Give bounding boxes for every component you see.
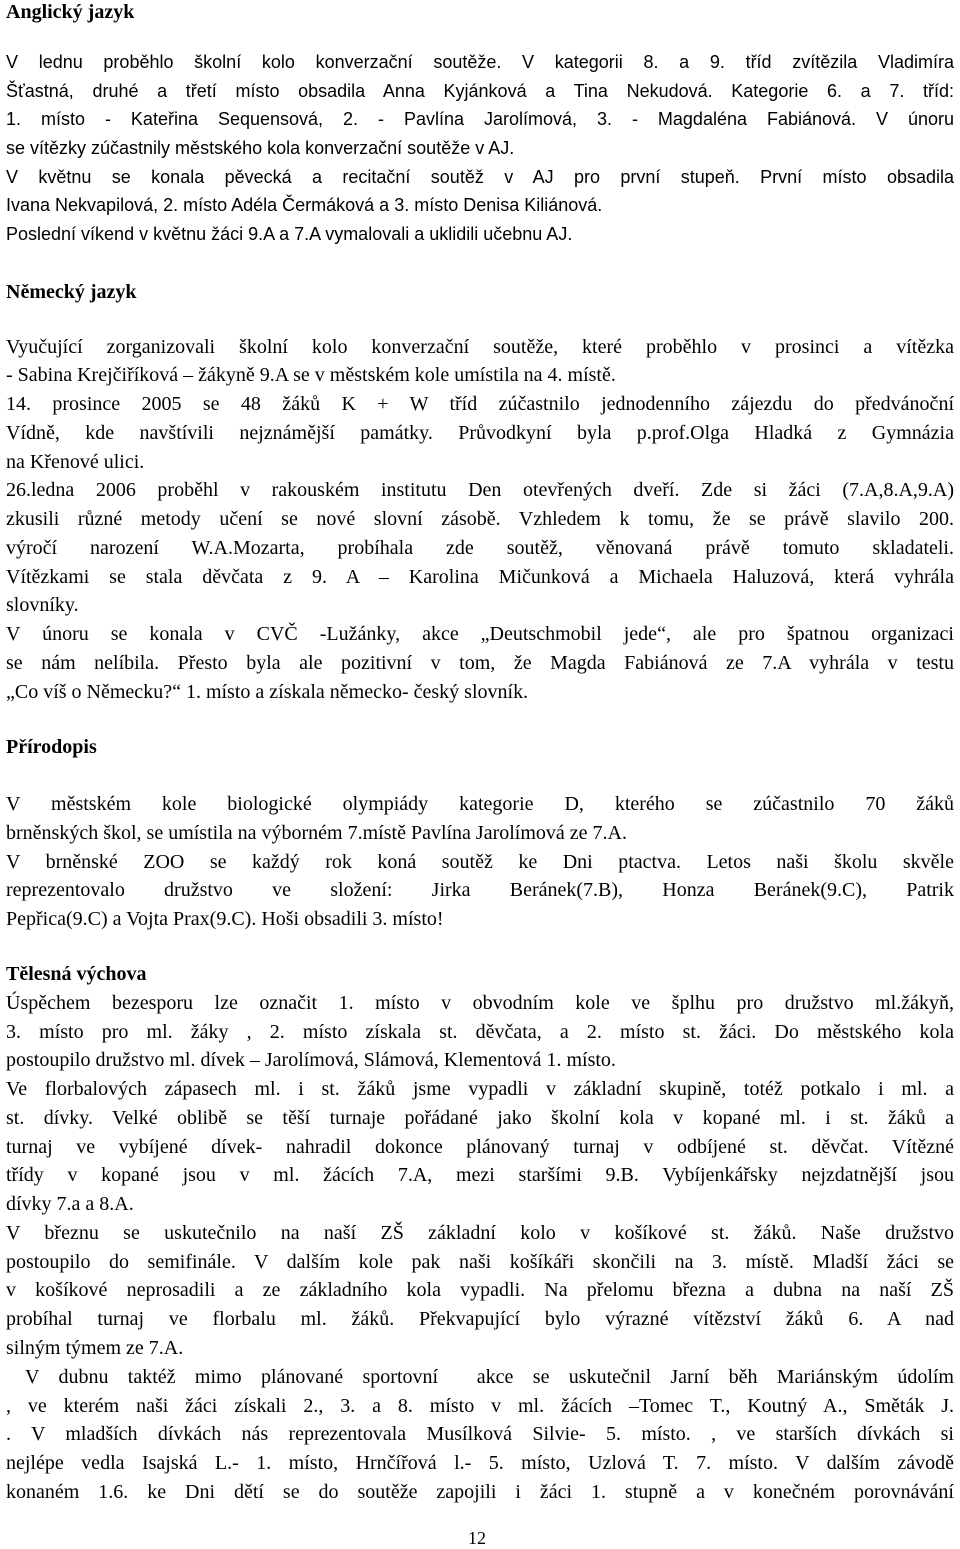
paragraph-line: zkusili různé metody učení se nové slovní zásobě. Vzhledem k tomu, že se právě slavilo 200. [6,508,954,530]
paragraph-line: se vítězky zúčastnily městského kola konverzační soutěže v AJ. [6,138,515,158]
section-heading-telesna: Tělesná výchova [6,963,147,985]
paragraph-line: V květnu se konala pěvecká a recitační soutěž v AJ pro první stupeň. První místo obsadila [6,167,954,187]
paragraph-line: Ve florbalových zápasech ml. i st. žáků jsme vypadli v základní skupině, totéž potkalo i ml. a [6,1078,954,1100]
page-number: 12 [468,1528,486,1548]
paragraph-line: Vídně, kde navštívili nejznámější památky. Průvodkyní byla p.prof.Olga Hladká z Gymnázia [6,422,954,444]
paragraph-line: turnaj ve vybíjené dívek- nahradil dokonce plánovaný turnaj v odbíjené st. děvčat. Vítězné [6,1136,954,1158]
paragraph-line: „Co víš o Německu?“ 1. místo a získala německo- český slovník. [6,681,529,703]
paragraph-line: výročí narození W.A.Mozarta, probíhala zde soutěž, věnovaná právě tomuto skladateli. [6,537,954,559]
paragraph-line: nejlépe vedla Isajská L.- 1. místo, Hrnčířová l.- 5. místo, Uzlová T. 7. místo. V dalším závodě [6,1452,954,1474]
paragraph-line: silným týmem ze 7.A. [6,1337,184,1359]
paragraph-line: V dubnu taktéž mimo plánované sportovní akce se uskutečnil Jarní běh Mariánským údolím [6,1366,954,1388]
paragraph-line: V městském kole biologické olympiády kategorie D, kterého se zúčastnilo 70 žáků [6,793,954,815]
paragraph-line: Šťastná, druhé a třetí místo obsadila Anna Kyjánková a Tina Nekudová. Kategorie 6. a 7. tříd: [6,81,954,101]
paragraph-line: st. dívky. Velké oblibě se těší turnaje pořádané jako školní kola v kopané ml. i st. žáků a [6,1107,954,1129]
paragraph-line: Poslední víkend v květnu žáci 9.A a 7.A vymalovali a uklidili učebnu AJ. [6,224,573,244]
paragraph-line: dívky 7.a a 8.A. [6,1193,134,1215]
paragraph-line: - Sabina Krejčiříková – žákyně 9.A se v městském kole umístila na 4. místě. [6,364,616,386]
paragraph-line: probíhal turnaj ve florbalu ml. žáků. Překvapující bylo výrazné vítězství žáků 6. A nad [6,1308,954,1330]
paragraph-line: 26.ledna 2006 proběhl v rakouském institutu Den otevřených dveří. Zde si žáci (7.A,8.A,9.A) [6,479,954,501]
paragraph-line: Vítězkami se stala děvčata z 9. A – Karolina Mičunková a Michaela Haluzová, která vyhrála [6,566,954,588]
section-heading-anglicky: Anglický jazyk [6,1,135,23]
paragraph-line: Úspěchem bezesporu lze označit 1. místo v obvodním kole ve šplhu pro družstvo ml.žákyň, [6,992,954,1014]
section-heading-prirodopis: Přírodopis [6,736,97,758]
paragraph-line: slovníky. [6,594,79,616]
section-heading-nemecky: Německý jazyk [6,281,137,303]
paragraph-line: . V mladších dívkách nás reprezentovala Musílková Silvie- 5. místo. , ve starších dívkách si [6,1423,954,1445]
paragraph-line: , ve kterém naši žáci získali 2., 3. a 8. místo v ml. žácích –Tomec T., Koutný A., Směták J. [6,1395,954,1417]
paragraph-line: V lednu proběhlo školní kolo konverzační soutěže. V kategorii 8. a 9. tříd zvítězila Vladimíra [6,52,954,72]
paragraph-line: Ivana Nekvapilová, 2. místo Adéla Čermáková a 3. místo Denisa Kiliánová. [6,195,603,215]
paragraph-line: postoupilo do semifinále. V dalším kole pak naši košíkáři skončili na 3. místě. Mladší žáci se [6,1251,954,1273]
paragraph-line: se nám nelíbila. Přesto byla ale pozitivní v tom, že Magda Fabiánová ze 7.A vyhrála v testu [6,652,954,674]
paragraph-line: 14. prosince 2005 se 48 žáků K + W tříd zúčastnilo jednodenního zájezdu do předvánoční [6,393,954,415]
paragraph-line: V brněnské ZOO se každý rok koná soutěž ke Dni ptactva. Letos naši školu skvěle [6,851,954,873]
paragraph-line: brněnských škol, se umístila na výborném 7.místě Pavlína Jarolímová ze 7.A. [6,822,627,844]
paragraph-line: na Křenové ulici. [6,451,145,473]
paragraph-line: V únoru se konala v CVČ -Lužánky, akce „Deutschmobil jede“, ale pro špatnou organizaci [6,623,954,645]
paragraph-line: postoupilo družstvo ml. dívek – Jarolímová, Slámová, Klementová 1. místo. [6,1049,616,1071]
paragraph-line: 3. místo pro ml. žáky , 2. místo získala st. děvčata, a 2. místo st. žáci. Do městského kola [6,1021,954,1043]
paragraph-line: V březnu se uskutečnilo na naší ZŠ základní kolo v košíkové st. žáků. Naše družstvo [6,1222,954,1244]
paragraph-line: v košíkové neprosadili a ze základního kola vypadli. Na přelomu března a dubna na naší ZŠ [6,1279,954,1301]
paragraph-line: 1. místo - Kateřina Sequensová, 2. - Pavlína Jarolímová, 3. - Magdaléna Fabiánová. V únoru [6,109,954,129]
paragraph-line: třídy v kopané jsou v ml. žácích 7.A, mezi staršími 9.B. Vybíjenkářsky nejzdatnější jsou [6,1164,954,1186]
paragraph-line: reprezentovalo družstvo ve složení: Jirka Beránek(7.B), Honza Beránek(9.C), Patrik [6,879,954,901]
paragraph-line: konaném 1.6. ke Dni dětí se do soutěže zapojili i žáci 1. stupně a v konečném porovnávání [6,1481,954,1503]
paragraph-line: Vyučující zorganizovali školní kolo konverzační soutěže, které proběhlo v prosinci a vítězka [6,336,954,358]
paragraph-line: Pepřica(9.C) a Vojta Prax(9.C). Hoši obsadili 3. místo! [6,908,444,930]
